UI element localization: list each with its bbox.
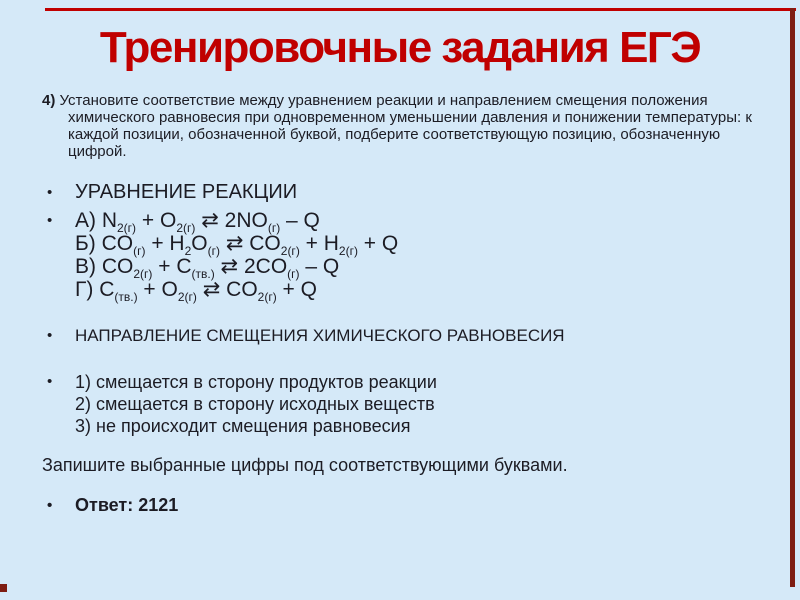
answer-label: Ответ: — [75, 495, 134, 515]
equations-list-row — [0, 209, 800, 304]
bottom-left-accent — [0, 584, 7, 592]
task-statement — [42, 92, 762, 160]
equations-header-row — [0, 181, 800, 204]
equation-v: В) $CO_{2(г)} + C_{(тв.)}$ ⇄ $2CO_{(г)}$ – Q — [75, 255, 340, 281]
instruction-text: Запишите выбранные цифры под соответствующими буквами. — [42, 455, 568, 475]
task-text: Установите соответствие между уравнением реакции и направлением смещения положения химического равновесия при одновременном уменьшении давления и понижении температуры: к каждой позиции, обозначенной буквой, подберите соответствующую позицию, обозначенную цифрой. — [59, 92, 752, 160]
right-accent-line — [790, 8, 795, 587]
top-accent-line — [45, 8, 796, 11]
answer-row — [0, 495, 800, 516]
equation-b: Б) $CO_{(г)} + H_2O_{(г)}$ ⇄ $CO_{2(г)} + H_{2(г)} + Q$ — [75, 232, 399, 258]
equations-list — [75, 209, 399, 304]
answer-value: 2121 — [138, 495, 179, 515]
option-3: 3) не происходит смещения равновесия — [75, 416, 411, 436]
option-2: 2) смещается в сторону исходных веществ — [75, 394, 435, 414]
answer-text — [75, 495, 178, 516]
page-title: Тренировочные задания ЕГЭ — [99, 23, 701, 72]
bullet-icon: • — [47, 373, 53, 390]
equation-a: А) $N_{2(г)} + O_{2(г)}$ ⇄ $2NO_{(г)}$ – Q — [75, 209, 320, 235]
option-1: 1) смещается в сторону продуктов реакции — [75, 372, 437, 392]
options-row — [0, 371, 800, 437]
equation-g: Г) $C_{(тв.)} + O_{2(г)}$ ⇄ $CO_{2(г)} + Q$ — [75, 278, 317, 304]
bullet-icon: • — [47, 184, 53, 201]
task-number: 4) — [42, 92, 56, 109]
bullet-icon: • — [47, 212, 53, 229]
equations-header: УРАВНЕНИЕ РЕАКЦИИ — [75, 181, 298, 203]
bullet-icon: • — [47, 327, 53, 344]
direction-header: НАПРАВЛЕНИЕ СМЕЩЕНИЯ ХИМИЧЕСКОГО РАВНОВЕСИЯ — [75, 326, 565, 345]
direction-header-row — [0, 325, 800, 346]
options-list — [75, 371, 437, 437]
bullet-icon: • — [47, 497, 53, 514]
